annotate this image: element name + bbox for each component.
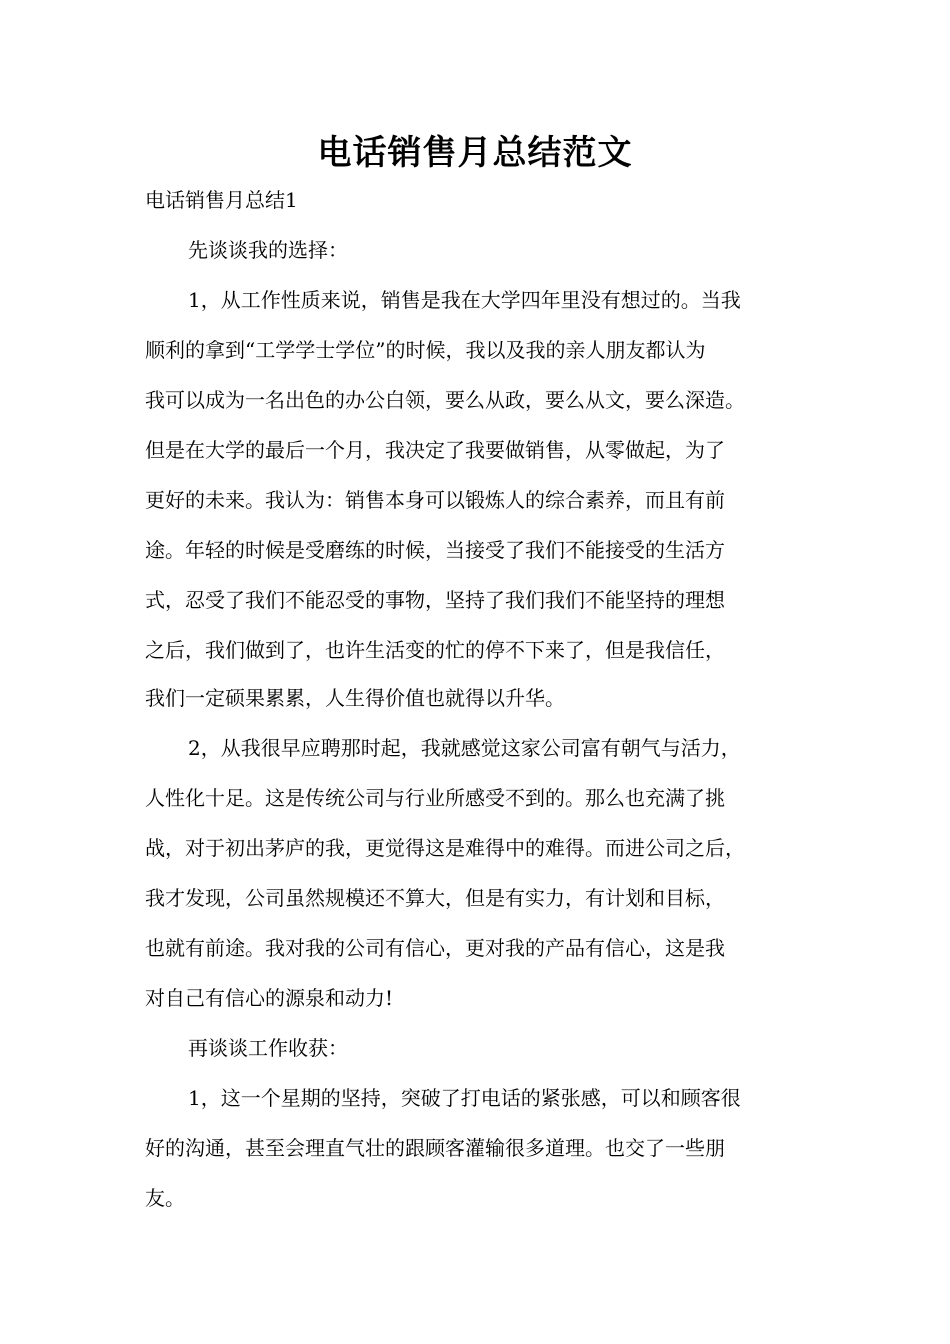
paragraph-line: 顺利的拿到“工学学士学位”的时候，我以及我的亲人朋友都认为 — [145, 338, 706, 362]
paragraph-line: 再谈谈工作收获： — [188, 1036, 348, 1060]
paragraph-line: 对自己有信心的源泉和动力! — [145, 986, 394, 1010]
paragraph-line: 途。年轻的时候是受磨练的时候，当接受了我们不能接受的生活方 — [145, 538, 725, 562]
section-heading: 电话销售月总结1 — [145, 188, 298, 212]
paragraph-line: 人性化十足。这是传统公司与行业所感受不到的。那么也充满了挑 — [145, 786, 725, 810]
paragraph-line: 好的沟通，甚至会理直气壮的跟顾客灌输很多道理。也交了一些朋 — [145, 1136, 725, 1160]
paragraph-line: 我们一定硕果累累，人生得价值也就得以升华。 — [145, 686, 565, 710]
paragraph-line: 但是在大学的最后一个月，我决定了我要做销售，从零做起，为了 — [145, 438, 725, 462]
paragraph-line: 我可以成为一名出色的办公白领，要么从政，要么从文，要么深造。 — [145, 388, 745, 412]
document-title: 电话销售月总结范文 — [317, 133, 633, 173]
paragraph-line: 式，忍受了我们不能忍受的事物，坚持了我们我们不能坚持的理想 — [145, 588, 725, 612]
paragraph-line: 更好的未来。我认为：销售本身可以锻炼人的综合素养，而且有前 — [145, 488, 725, 512]
paragraph-line: 2，从我很早应聘那时起，我就感觉这家公司富有朝气与活力， — [188, 736, 741, 760]
paragraph-line: 友。 — [145, 1186, 185, 1210]
paragraph-line: 之后，我们做到了，也许生活变的忙的停不下来了，但是我信任， — [145, 638, 725, 662]
paragraph-line: 也就有前途。我对我的公司有信心，更对我的产品有信心，这是我 — [145, 936, 725, 960]
paragraph-line: 我才发现，公司虽然规模还不算大，但是有实力，有计划和目标， — [145, 886, 725, 910]
paragraph-line: 1，从工作性质来说，销售是我在大学四年里没有想过的。当我 — [188, 288, 741, 312]
paragraph-line: 1，这一个星期的坚持，突破了打电话的紧张感，可以和顾客很 — [188, 1086, 741, 1110]
paragraph-line: 战，对于初出茅庐的我，更觉得这是难得中的难得。而进公司之后， — [145, 836, 745, 860]
paragraph-line: 先谈谈我的选择： — [188, 238, 348, 262]
